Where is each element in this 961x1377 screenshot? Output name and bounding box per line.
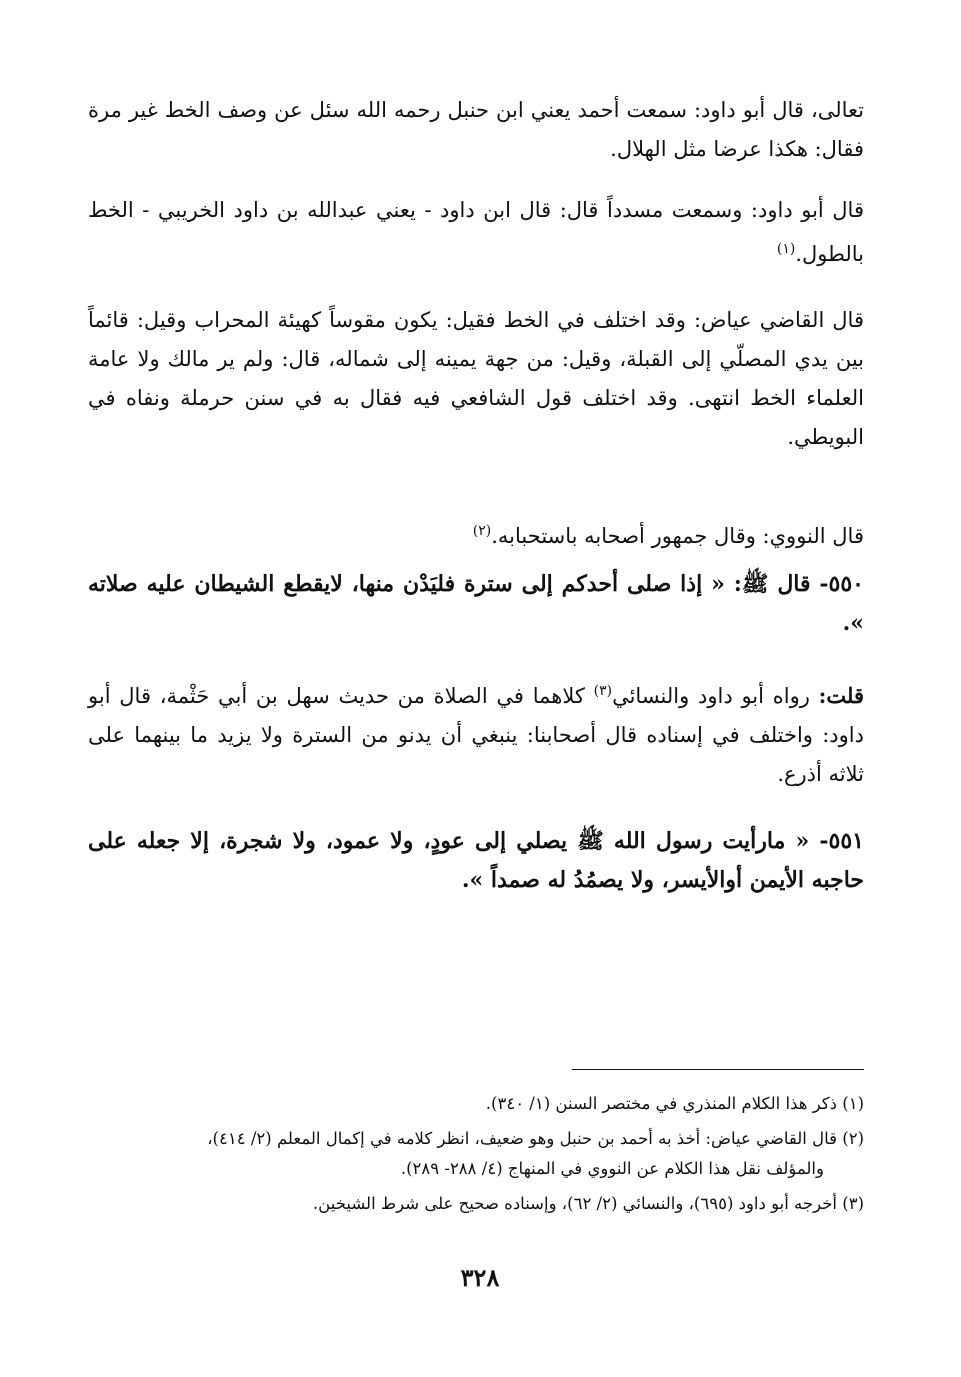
hadith-550 xyxy=(88,565,864,643)
hadith-551 xyxy=(88,822,864,900)
footnote-2-cont: والمؤلف نقل هذا الكلام عن النووي في المنهاج (٤/ ٢٨٨- ٢٨٩). xyxy=(400,1159,824,1178)
main-text xyxy=(88,191,864,274)
paragraph-5 xyxy=(88,672,864,794)
footnote-2: (٢) قال القاضي عياض: أخذ به أحمد بن حنبل وهو ضعيف، انظر كلامه في إكمال المعلم (٢/ ٤١٤)، xyxy=(207,1129,864,1148)
footnote-ref-2[interactable]: (٢) xyxy=(472,523,492,539)
paragraph-1: تعالى، قال أبو داود: سمعت أحمد يعني ابن حنبل رحمه الله سئل عن وصف الخط غير مرة فقال: هكذا عرضا مثل الهلال. xyxy=(88,98,864,161)
page-number: ٣٢٨ xyxy=(460,1263,500,1292)
footnote-1: (١) ذكر هذا الكلام المنذري في مختصر السنن (١/ ٣٤٠). xyxy=(485,1094,864,1113)
footnote-3: (٣) أخرجه أبو داود (٦٩٥)، والنسائي (٢/ ٦٢)، وإسناده صحيح على شرط الشيخين. xyxy=(312,1194,864,1213)
paragraph-4 xyxy=(88,512,864,556)
paragraph-2-text: قال أبو داود: وسمعت مسدداً قال: قال ابن داود - يعني عبدالله بن داود الخريبي - الخط بالطول. xyxy=(88,198,864,266)
main-text xyxy=(88,672,864,794)
paragraph-5-lead: قلت: xyxy=(818,683,865,708)
paragraph-3: قال القاضي عياض: وقد اختلف في الخط فقيل: يكون مقوساً كهيئة المحراب وقيل: قائماً بين يدي المصلّي إلى القبلة، وقيل: من جهة يمينه إلى شماله، قال: ولم ير مالك ولا عامة العلماء الخط انتهى. وقد اختلف قول الشافعي فيه فقال به في سنن حرملة ونفاه في البويطي. xyxy=(88,308,864,449)
main-text xyxy=(88,301,864,457)
hadith-551-text: ٥٥١- « مارأيت رسول الله ﷺ يصلي إلى عودٍ، ولا عمود، ولا شجرة، إلا جعله على حاجبه الأيمن أوالأيسر، ولا يصمُدُ له صمداً ». xyxy=(88,828,864,893)
main-text xyxy=(88,512,864,556)
paragraph-5-text-b: كلاهما في الصلاة من حديث سهل بن أبي حَثْمة، قال أبو داود: واختلف في إسناده قال أصحابنا: ينبغي أن يدنو من السترة ولا يزيد ما بينهما على ثلاثه أذرع. xyxy=(88,684,864,786)
paragraph-2 xyxy=(88,191,864,274)
paragraph-4-text: قال النووي: وقال جمهور أصحابه باستحبابه. xyxy=(491,524,864,548)
paragraph-5-text-a: رواه أبو داود والنسائي xyxy=(612,684,819,708)
footnote-ref-1[interactable]: (١) xyxy=(776,241,796,257)
footnote-divider xyxy=(572,1069,864,1070)
footnotes xyxy=(88,1089,864,1219)
footnote-ref-3[interactable]: (٣) xyxy=(593,683,613,699)
hadith-550-text: ٥٥٠- قال ﷺ: « إذا صلى أحدكم إلى سترة فليَدْن منها، لايقطع الشيطان عليه صلاته ». xyxy=(88,571,864,636)
main-text xyxy=(88,91,864,169)
